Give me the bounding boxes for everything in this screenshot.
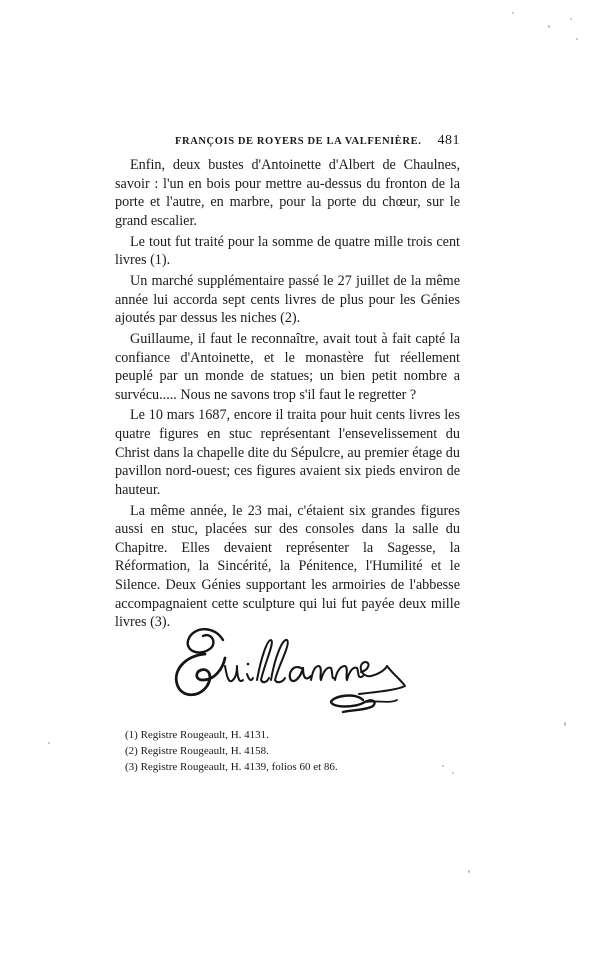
body-text (115, 156, 460, 634)
paper-speck (512, 12, 514, 14)
paper-speck (570, 18, 572, 20)
footnote: (3) Registre Rougeault, H. 4139, folios 60 et 86. (125, 761, 338, 774)
footnotes (125, 727, 455, 776)
paper-speck (468, 870, 470, 873)
paper-speck (564, 722, 566, 726)
paper-speck (452, 772, 454, 774)
paragraph: Guillaume, il faut le reconnaître, avait tout à fait capté la confiance d'Antoinette, et le monastère fut réellement peuplé par un monde de statues; un bien petit nombre a survécu..... Nous ne savons trop s'il faut le regretter ? (115, 330, 460, 403)
paper-speck (548, 25, 550, 28)
running-title: FRANÇOIS DE ROYERS DE LA VALFENIÈRE. (175, 136, 422, 147)
running-head (115, 133, 460, 151)
paper-speck (442, 765, 444, 767)
paragraph: La même année, le 23 mai, c'étaient six grandes figures aussi en stuc, placées sur des consoles dans la salle du Chapitre. Elles devaient représenter la Sagesse, la Réformation, la Sincérité, la Pénitence, l'Humilité et le Silence. Deux Génies supportant les armoiries de l'abbesse accompagnaient cette sculpture qui lui fut payée deux mille livres (3). (115, 502, 460, 631)
paragraph: Un marché supplémentaire passé le 27 juillet de la même année lui accorda sept cents livres de plus pour les Génies ajoutés par dessus les niches (2). (115, 272, 460, 327)
paragraph: Le tout fut traité pour la somme de quatre mille trois cent livres (1). (115, 233, 460, 269)
paragraph: Enfin, deux bustes d'Antoinette d'Albert de Chaulnes, savoir : l'un en bois pour mettre au-dessus du fronton de la porte et l'autre, en marbre, pour la porte du chœur, sur le grand escalier. (115, 157, 460, 229)
page-number: 481 (437, 133, 460, 148)
footnote: (1) Registre Rougeault, H. 4131. (125, 729, 269, 741)
paragraph: Le 10 mars 1687, encore il traita pour huit cents livres les quatre figures en stuc représentant l'ensevelissement du Christ dans la chapelle dite du Sépulcre, au premier étage du pavillon nord-ouest; ces figures avaient six pieds environ de hauteur. (115, 407, 460, 498)
paper-speck (48, 742, 50, 744)
footnote: (2) Registre Rougeault, H. 4158. (125, 745, 269, 758)
handwritten-signature (165, 618, 425, 723)
paper-speck (576, 38, 578, 40)
